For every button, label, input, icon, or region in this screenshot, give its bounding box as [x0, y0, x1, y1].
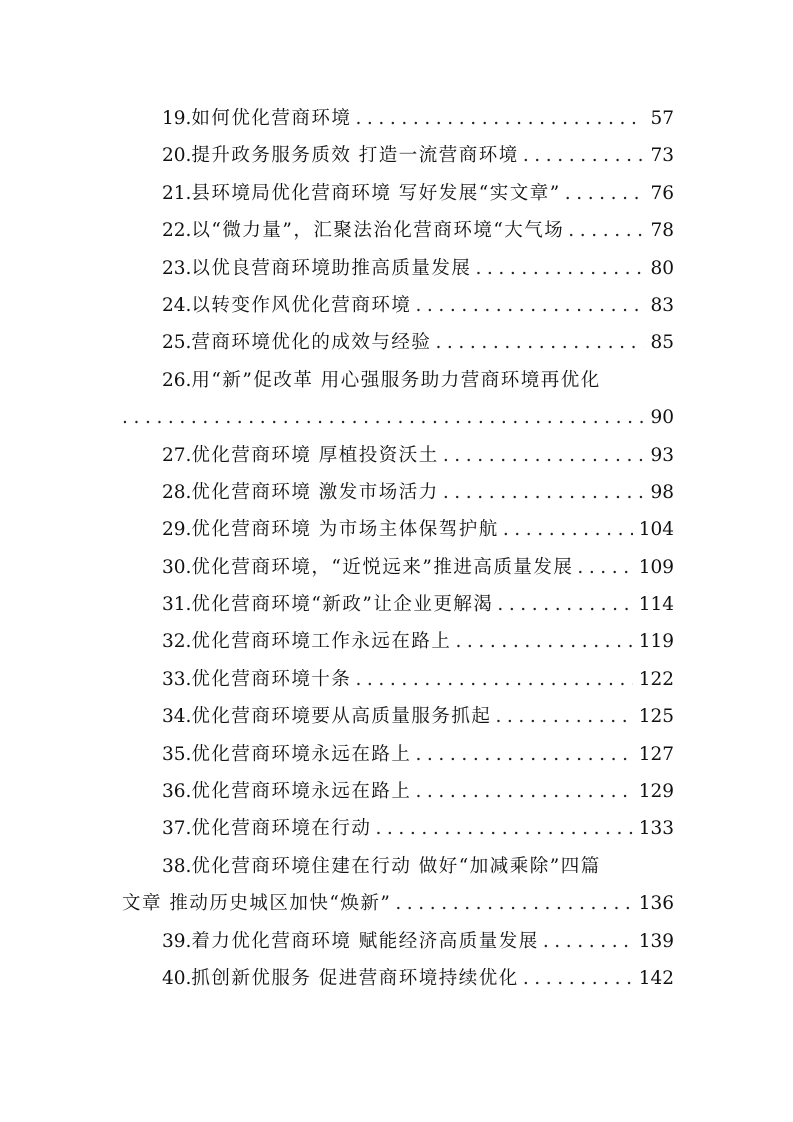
- toc-entry-page: 127: [638, 743, 674, 765]
- toc-entry-title: 如何优化营商环境: [191, 108, 352, 129]
- toc-entry-number: 36.: [162, 781, 192, 803]
- dot-leader: [543, 923, 633, 960]
- toc-entry-number: 23.: [162, 257, 192, 279]
- table-of-contents: [122, 100, 674, 997]
- dot-leader: [443, 437, 645, 474]
- toc-entry-page: 85: [650, 332, 674, 354]
- dot-leader: [355, 661, 632, 698]
- toc-entry-number: 19.: [162, 108, 192, 129]
- dot-leader: [443, 474, 645, 511]
- toc-entry-23[interactable]: [122, 250, 674, 287]
- dot-leader: [523, 137, 645, 174]
- toc-entry-title-continued: 文章 推动历史城区加快“焕新”: [122, 893, 392, 915]
- toc-entry-title: 优化营商环境十条: [191, 668, 352, 690]
- toc-entry-number: 29.: [162, 519, 192, 541]
- dot-leader: [565, 175, 645, 212]
- toc-entry-page: 98: [650, 481, 674, 503]
- dot-leader: [395, 885, 632, 922]
- toc-entry-page: 133: [638, 818, 674, 840]
- toc-entry-40[interactable]: [122, 960, 674, 997]
- toc-entry-number: 38.: [162, 855, 192, 877]
- toc-entry-30[interactable]: [122, 549, 674, 586]
- toc-entry-page: 76: [650, 182, 674, 204]
- toc-entry-number: 20.: [162, 145, 192, 167]
- dot-leader: [435, 324, 644, 361]
- toc-entry-number: 22.: [162, 220, 192, 242]
- dot-leader: [475, 250, 644, 287]
- toc-entry-number: 40.: [162, 967, 192, 989]
- toc-entry-page: 93: [650, 444, 674, 466]
- toc-entry-title: 着力优化营商环境 赋能经济高质量发展: [191, 930, 539, 952]
- toc-entry-title: 优化营商环境，“近悦远来”推进高质量发展: [191, 556, 574, 578]
- toc-entry-number: 33.: [162, 668, 192, 690]
- toc-entry-25[interactable]: [122, 324, 674, 361]
- dot-leader: [503, 511, 633, 548]
- toc-entry-page: 136: [638, 893, 674, 915]
- toc-entry-title: 优化营商环境 激发市场活力: [191, 481, 439, 503]
- toc-entry-page: 73: [650, 145, 674, 167]
- toc-entry-19[interactable]: [122, 100, 674, 137]
- toc-entry-39[interactable]: [122, 923, 674, 960]
- toc-entry-24[interactable]: [122, 287, 674, 324]
- toc-entry-number: 27.: [162, 444, 192, 466]
- toc-entry-page: 80: [650, 257, 674, 279]
- toc-entry-37[interactable]: [122, 810, 674, 847]
- dot-leader: [523, 960, 633, 997]
- toc-entry-page: 78: [650, 220, 674, 242]
- toc-entry-36[interactable]: [122, 773, 674, 810]
- toc-entry-number: 31.: [162, 594, 192, 616]
- toc-entry-38-leader[interactable]: [122, 885, 674, 922]
- toc-entry-28[interactable]: [122, 474, 674, 511]
- dot-leader: [455, 623, 632, 660]
- dot-leader: [375, 810, 632, 847]
- toc-entry-32[interactable]: [122, 623, 674, 660]
- toc-entry-number: 28.: [162, 481, 192, 503]
- toc-entry-33[interactable]: [122, 661, 674, 698]
- dot-leader: [577, 549, 632, 586]
- toc-entry-page: 90: [650, 407, 674, 429]
- toc-entry-page: 142: [638, 967, 674, 989]
- toc-entry-number: 24.: [162, 294, 192, 316]
- toc-entry-number: 21.: [162, 182, 192, 204]
- toc-entry-21[interactable]: [122, 175, 674, 212]
- toc-entry-title: 营商环境优化的成效与经验: [191, 332, 432, 354]
- toc-entry-26-title[interactable]: [122, 362, 674, 399]
- dot-leader: [568, 212, 644, 249]
- toc-entry-number: 26.: [162, 369, 192, 391]
- toc-entry-page: 83: [650, 294, 674, 316]
- toc-entry-number: 32.: [162, 631, 192, 653]
- toc-entry-page: 129: [638, 781, 674, 803]
- toc-entry-page: 139: [638, 930, 674, 952]
- toc-entry-number: 25.: [162, 332, 192, 354]
- toc-entry-page: 104: [638, 519, 674, 541]
- toc-entry-26-leader[interactable]: [122, 399, 674, 436]
- toc-entry-number: 39.: [162, 930, 192, 952]
- toc-entry-31[interactable]: [122, 586, 674, 623]
- toc-entry-page: 119: [638, 631, 674, 653]
- toc-entry-29[interactable]: [122, 511, 674, 548]
- toc-entry-38-title[interactable]: [122, 848, 674, 885]
- toc-entry-title: 优化营商环境 厚植投资沃土: [191, 444, 439, 466]
- toc-entry-title: 提升政务服务质效 打造一流营商环境: [191, 145, 519, 167]
- toc-entry-title: 优化营商环境“新政”让企业更解渴: [191, 594, 494, 616]
- dot-leader: [415, 773, 632, 810]
- toc-entry-page: 57: [650, 108, 674, 129]
- toc-entry-title: 县环境局优化营商环境 写好发展“实文章”: [191, 182, 561, 204]
- toc-entry-number: 34.: [162, 706, 192, 728]
- dot-leader: [415, 287, 644, 324]
- toc-entry-title: 优化营商环境在行动: [191, 818, 372, 840]
- toc-entry-title: 优化营商环境工作永远在路上: [191, 631, 452, 653]
- toc-entry-page: 109: [638, 556, 674, 578]
- toc-entry-title: 优化营商环境永远在路上: [191, 743, 412, 765]
- dot-leader: [355, 100, 644, 137]
- toc-entry-page: 114: [638, 594, 674, 616]
- toc-entry-20[interactable]: [122, 137, 674, 174]
- dot-leader: [122, 399, 644, 436]
- dot-leader: [415, 736, 632, 773]
- toc-entry-35[interactable]: [122, 736, 674, 773]
- toc-entry-title: 以优良营商环境助推高质量发展: [191, 257, 472, 279]
- toc-entry-22[interactable]: [122, 212, 674, 249]
- toc-entry-number: 35.: [162, 743, 192, 765]
- toc-entry-page: 122: [638, 668, 674, 690]
- toc-entry-34[interactable]: [122, 698, 674, 735]
- toc-entry-title: 优化营商环境要从高质量服务抓起: [191, 706, 492, 728]
- toc-entry-title: 优化营商环境 为市场主体保驾护航: [191, 519, 499, 541]
- toc-entry-title: 以“微力量”，汇聚法治化营商环境“大气场: [191, 220, 565, 242]
- toc-entry-page: 125: [638, 706, 674, 728]
- toc-entry-title: 优化营商环境住建在行动 做好“加减乘除”四篇: [191, 855, 601, 877]
- toc-entry-title: 用“新”促改革 用心强服务助力营商环境再优化: [191, 369, 601, 391]
- toc-entry-number: 37.: [162, 818, 192, 840]
- toc-entry-27[interactable]: [122, 437, 674, 474]
- toc-entry-title: 抓创新优服务 促进营商环境持续优化: [191, 967, 519, 989]
- toc-entry-number: 30.: [162, 556, 192, 578]
- dot-leader: [495, 698, 632, 735]
- toc-entry-title: 优化营商环境永远在路上: [191, 781, 412, 803]
- toc-entry-title: 以转变作风优化营商环境: [191, 294, 412, 316]
- dot-leader: [497, 586, 632, 623]
